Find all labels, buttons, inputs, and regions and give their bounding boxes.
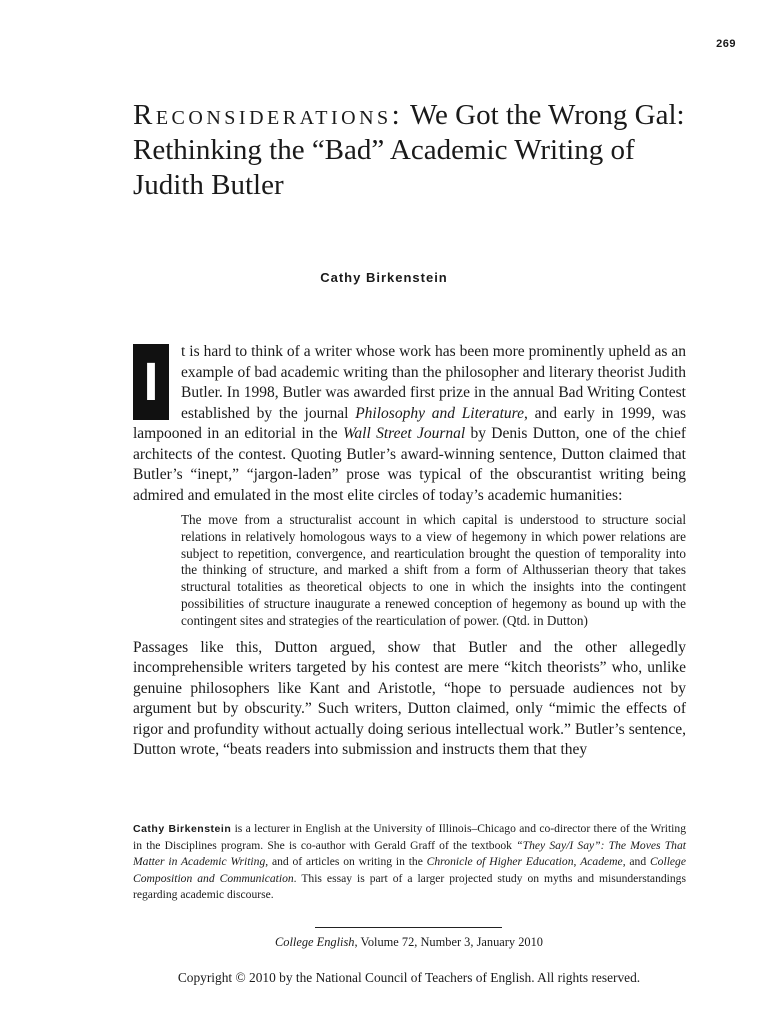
paragraph-1-text-c: by Denis Dutton, one of the chief architects of the contest. Quoting Butler’s award-winning sentence, Dutton claimed that Butler’s “inept,” “jargon-laden” prose was typical of the obscurantist writing being admired and emulated in the most elite circles of today’s academic humanities: xyxy=(133,425,686,504)
block-quote: The move from a structuralist account in which capital is understood to structure social relations in relatively homologous ways to a view of hegemony in which power relations are subject to repetition, convergence, and rearticulation brought the question of temporality into the thinking of structure, and marked a shift from a form of Althusserian theory that takes structural totalities as theoretical objects to one in which the insights into the contingent possibilities of structure inaugurate a renewed conception of hegemony as bound up with the contingent sites and strategies of the rearticulation of power. (Qtd. in Dutton) xyxy=(181,512,686,628)
journal-title-philosophy-literature: Philosophy and Literature xyxy=(355,404,524,422)
paragraph-1-text-a: t is hard to think of a writer whose work has been more prominently upheld as an example of bad academic writing than the philosopher and literary theorist Judith Butler. In 1998, Butler was awarded first prize in the annual Bad Writing Contest established by the journal xyxy=(181,343,686,422)
page-number: 269 xyxy=(716,38,736,50)
bio-sep-2: , and xyxy=(622,855,650,868)
article-body xyxy=(133,342,686,761)
journal-title-wsj: Wall Street Journal xyxy=(342,425,466,442)
copyright-notice: Copyright © 2010 by the National Council of Teachers of English. All rights reserved. xyxy=(177,970,641,985)
bio-text-a: is a lecturer in English at the University of Illinois–Chicago and co-director there of the Writing in the Disciplines program. She is co-author with Gerald Graff of the textbook xyxy=(133,822,686,852)
bio-sep-1: , xyxy=(573,855,581,868)
article-title xyxy=(133,98,693,203)
paragraph-1-text-b: , and early in 1999, was lampooned in an editorial in the xyxy=(133,404,686,442)
bio-pub-ccc: College Composition and Communication xyxy=(133,855,686,885)
bio-text-c: . This essay is part of a larger projected study on myths and misunderstandings regarding academic discourse. xyxy=(133,871,686,901)
footer-rule xyxy=(315,927,502,928)
bio-book-title: “They Say/I Say”: The Moves That Matter in Academic Writing xyxy=(133,838,686,868)
title-prefix: Reconsiderations: xyxy=(133,99,404,131)
bio-pub-chronicle: Chronicle of Higher Education xyxy=(426,855,574,868)
bio-name: Cathy Birkenstein xyxy=(133,823,232,835)
journal-issue: , Volume 72, Number 3, January 2010 xyxy=(354,935,543,949)
bio-pub-academe: Academe xyxy=(580,855,623,868)
journal-name: College English xyxy=(275,935,355,949)
author-name: Cathy Birkenstein xyxy=(320,270,448,285)
paragraph-1 xyxy=(133,342,686,506)
bio-text-b: , and of articles on writing in the xyxy=(265,855,427,868)
paragraph-2: Passages like this, Dutton argued, show that Butler and the other allegedly incomprehensible writers targeted by his contest are mere “kitch theorists” who, unlike genuine philosophers like Kant and Aristotle, “hope to persuade audiences not by argument but by obscurity.” Such writers, Dutton claimed, only “mimic the effects of rigor and profundity without actually doing serious intellectual work.” Butler’s sentence, Dutton wrote, “beats readers into submission and instructs them that they xyxy=(133,638,686,759)
drop-cap: I xyxy=(133,344,169,420)
title-main: We Got the Wrong Gal: Rethinking the “Bad” Academic Writing of Judith Butler xyxy=(133,99,685,201)
journal-citation xyxy=(0,935,768,950)
author-bio xyxy=(133,821,686,904)
